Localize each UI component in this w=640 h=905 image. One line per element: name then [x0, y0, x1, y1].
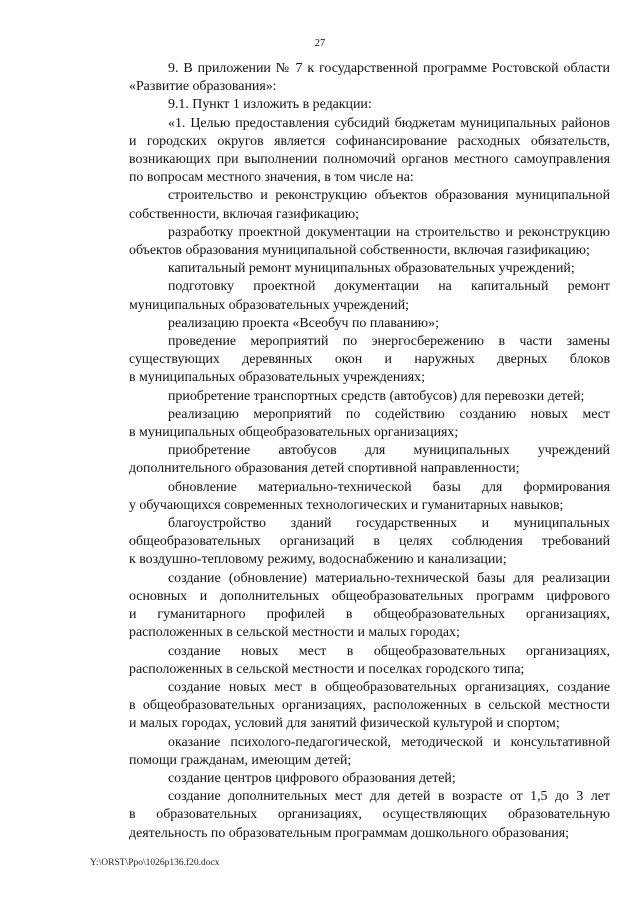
- paragraph: [90, 679, 610, 734]
- paragraph: [90, 115, 610, 188]
- text-line: «1. Целью предоставления субсидий бюджетам муниципальных районов: [168, 115, 610, 131]
- text-line: создание (обновление) материально-технической базы для реализации: [168, 570, 610, 586]
- text-line: разработку проектной документации на строительство и реконструкцию: [168, 224, 610, 240]
- paragraph: [90, 406, 610, 442]
- text-line: помощи гражданам, имеющим детей;: [129, 752, 352, 768]
- text-line: дополнительного образования детей спортивной направленности;: [129, 461, 520, 477]
- text-line: возникающих при выполнении полномочий органов местного самоуправления: [129, 152, 610, 168]
- text-line: объектов образования муниципальной собственности, включая газификацию;: [129, 243, 590, 259]
- paragraph: [90, 479, 610, 515]
- paragraph: [90, 388, 610, 406]
- text-line: подготовку проектной документации на капитальный ремонт: [168, 279, 610, 295]
- text-line: 9. В приложении № 7 к государственной программе Ростовской области: [168, 61, 610, 76]
- text-line: «Развитие образования»:: [129, 79, 277, 95]
- paragraph: [90, 333, 610, 388]
- document-body: [90, 60, 610, 843]
- paragraph: [90, 315, 610, 333]
- page-number: 27: [314, 38, 326, 49]
- text-line: 9.1. Пункт 1 изложить в редакции:: [168, 97, 372, 113]
- paragraph: [90, 96, 610, 114]
- text-line: реализацию проекта «Всеобуч по плаванию»;: [168, 315, 439, 331]
- text-line: капитальный ремонт муниципальных образовательных учреждений;: [168, 261, 575, 277]
- text-line: к воздушно-тепловому режиму, водоснабжению и канализации;: [129, 552, 507, 568]
- text-line: в образовательных организациях, осуществляющих образовательную: [129, 807, 610, 823]
- text-line: общеобразовательных организаций в целях соблюдения требований: [129, 534, 610, 550]
- paragraph: [90, 60, 610, 96]
- paragraph: [90, 643, 610, 679]
- paragraph: [90, 770, 610, 788]
- text-line: и городских округов является софинансирование расходных обязательств,: [129, 133, 610, 149]
- text-line: в муниципальных образовательных учреждениях;: [129, 370, 425, 386]
- text-line: реализацию мероприятий по содействию созданию новых мест: [168, 406, 610, 422]
- text-line: создание центров цифрового образования детей;: [168, 770, 456, 786]
- text-line: создание новых мест в общеобразовательных организациях, создание: [168, 679, 610, 695]
- text-line: благоустройство зданий государственных и муниципальных: [168, 516, 610, 532]
- paragraph: [90, 442, 610, 478]
- text-line: в муниципальных общеобразовательных организациях;: [129, 425, 459, 441]
- text-line: в общеобразовательных организациях, расположенных в сельской местности: [129, 698, 610, 714]
- text-line: расположенных в сельской местности и поселках городского типа;: [129, 661, 525, 677]
- paragraph: [90, 187, 610, 223]
- paragraph: [90, 734, 610, 770]
- paragraph: [90, 570, 610, 643]
- text-line: строительство и реконструкцию объектов образования муниципальной: [168, 188, 610, 204]
- paragraph: [90, 788, 610, 843]
- text-line: по вопросам местного значения, в том числе на:: [129, 170, 414, 186]
- text-line: деятельность по образовательным программам дошкольного образования;: [129, 825, 570, 841]
- text-line: обновление материально-технической базы для формирования: [168, 479, 610, 495]
- paragraph: [90, 278, 610, 314]
- text-line: существующих деревянных окон и наружных дверных блоков: [129, 352, 610, 368]
- text-line: расположенных в сельской местности и малых городах;: [129, 625, 460, 641]
- text-line: и гуманитарного профилей в общеобразовательных организациях,: [129, 607, 610, 623]
- text-line: проведение мероприятий по энергосбережению в части замены: [168, 334, 610, 350]
- text-line: оказание психолого-педагогической, методической и консультативной: [168, 734, 610, 750]
- text-line: приобретение автобусов для муниципальных учреждений: [168, 443, 610, 459]
- text-line: собственности, включая газификацию;: [129, 206, 359, 222]
- paragraph: [90, 224, 610, 260]
- text-line: создание дополнительных мест для детей в возрасте от 1,5 до 3 лет: [168, 789, 610, 805]
- text-line: создание новых мест в общеобразовательных организациях,: [168, 643, 610, 659]
- text-line: и малых городах, условий для занятий физической культурой и спортом;: [129, 716, 560, 732]
- text-line: у обучающихся современных технологических и гуманитарных навыков;: [129, 497, 564, 513]
- paragraph: [90, 515, 610, 570]
- paragraph: [90, 260, 610, 278]
- text-line: основных и дополнительных общеобразовательных программ цифрового: [129, 588, 610, 604]
- file-path-footer: Y:\ORST\Ppo\1026p136.f20.docx: [90, 858, 220, 868]
- text-line: приобретение транспортных средств (автобусов) для перевозки детей;: [168, 388, 585, 404]
- text-line: муниципальных образовательных учреждений;: [129, 297, 410, 313]
